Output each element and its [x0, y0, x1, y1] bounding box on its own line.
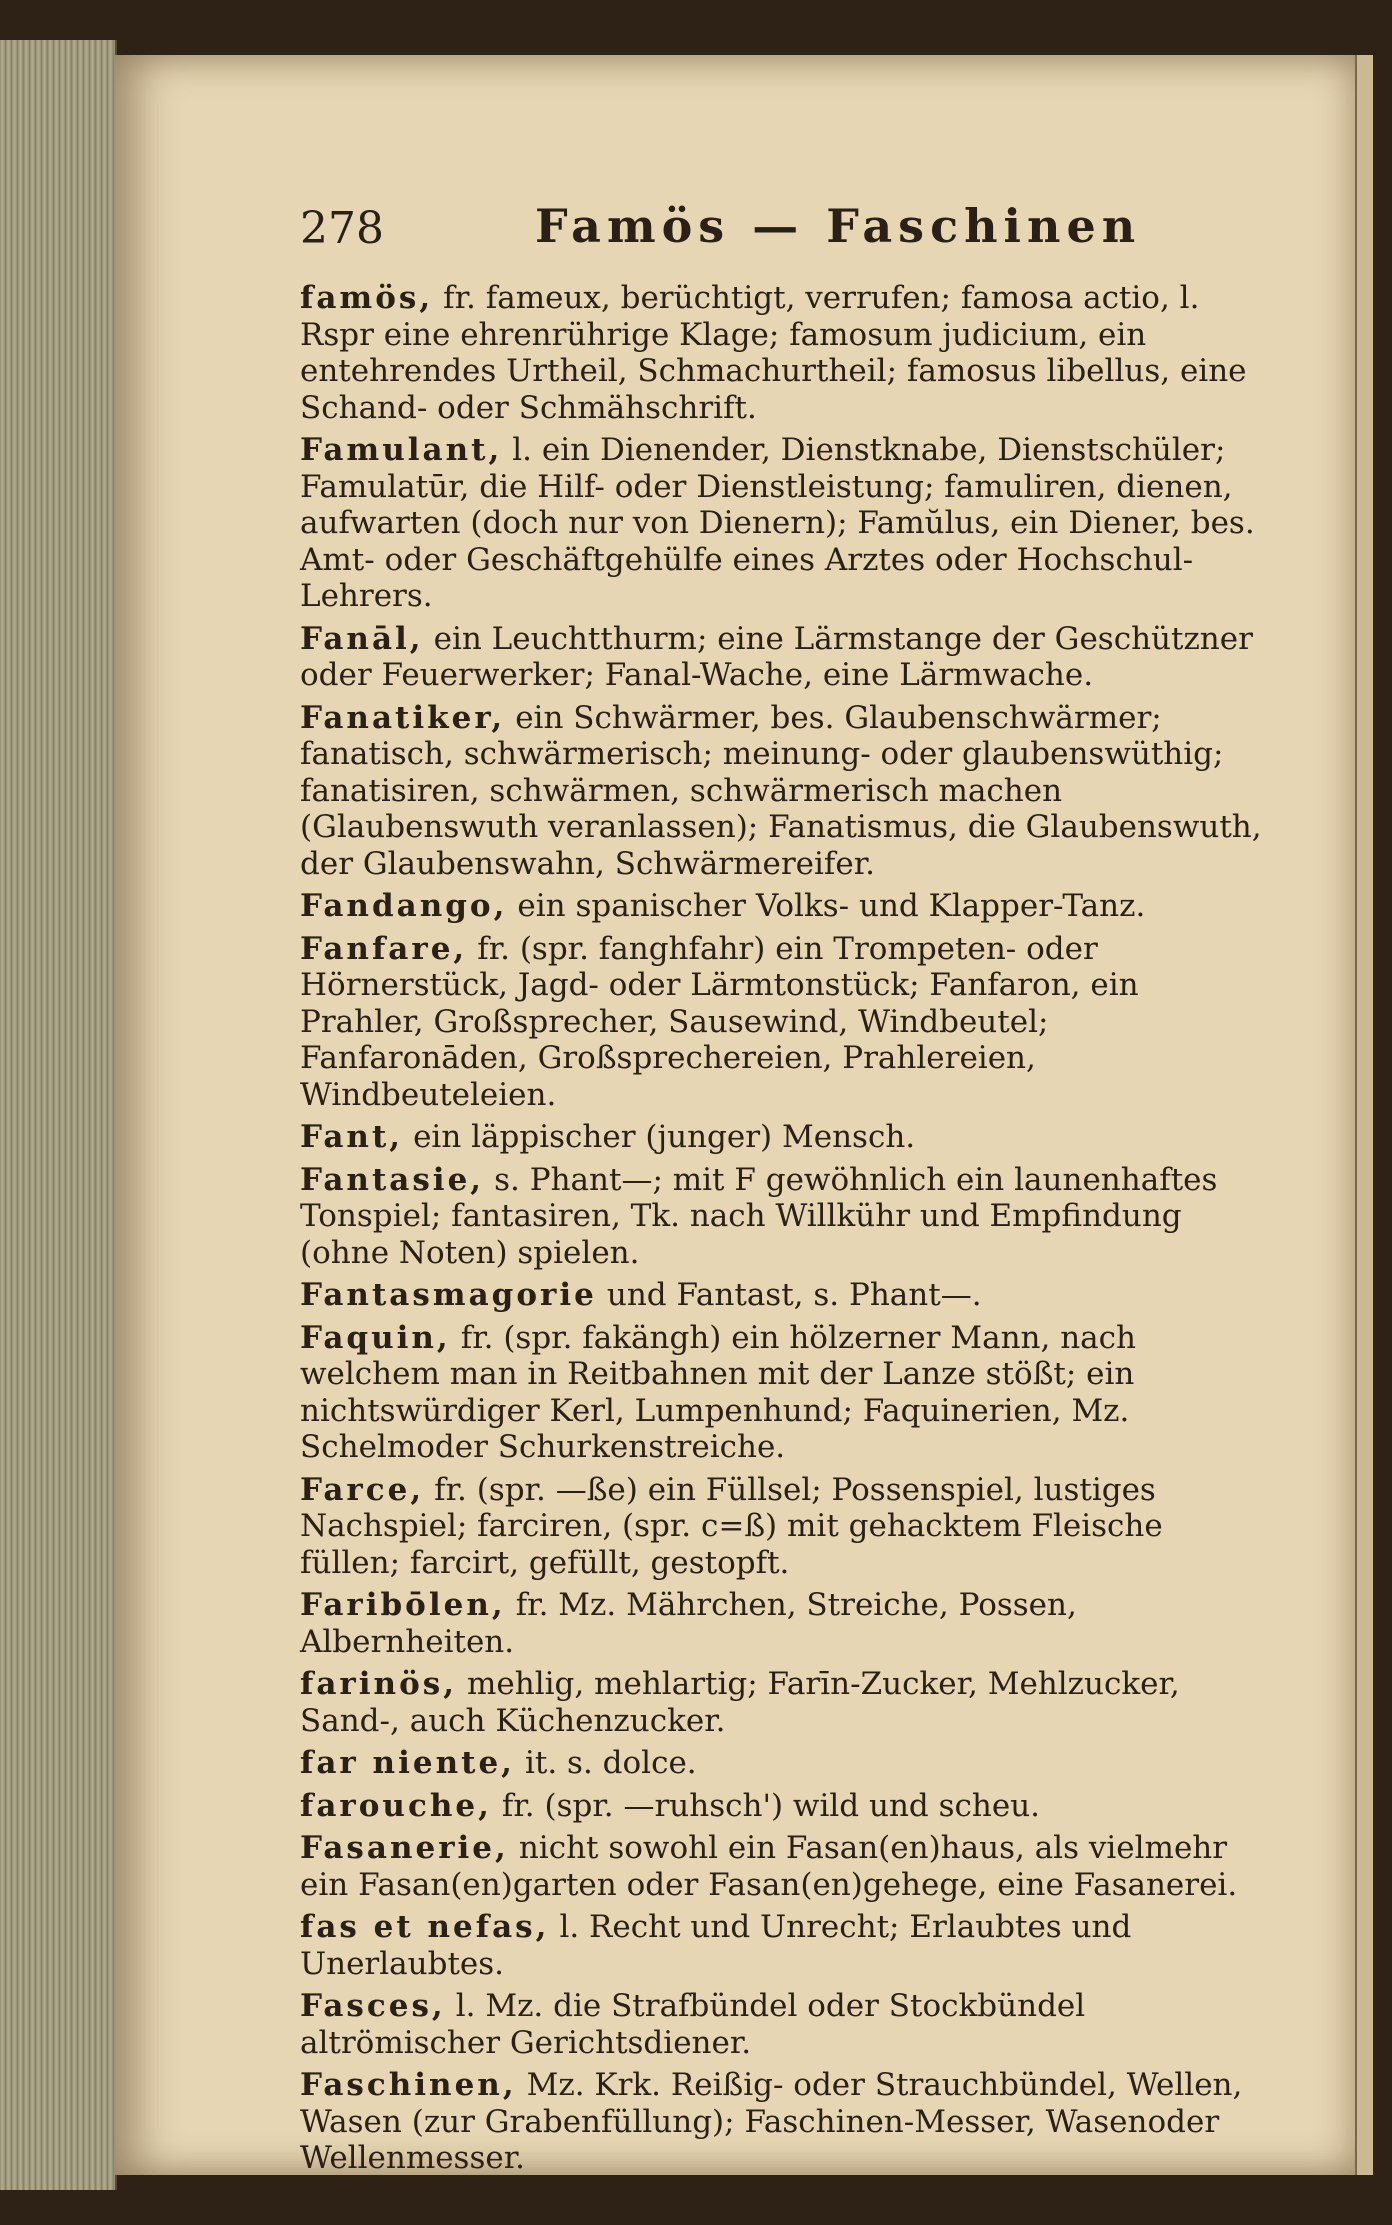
- dictionary-entry: [300, 1587, 1270, 1660]
- dictionary-entry: [300, 1745, 1270, 1782]
- entry-headword: Famulant,: [300, 432, 503, 468]
- dictionary-entry: [300, 1788, 1270, 1825]
- entry-headword: fas et nefas,: [300, 1909, 550, 1945]
- dictionary-entry: [300, 621, 1270, 694]
- dictionary-entry: [300, 1320, 1270, 1466]
- running-head: Famös — Faschinen: [535, 199, 1142, 253]
- entry-definition: mehlig, mehlartig; Farīn-Zucker, Mehlzucker, Sand-, auch Küchenzucker.: [300, 1666, 1180, 1739]
- dictionary-entry: [300, 280, 1270, 426]
- dictionary-entry: [300, 1119, 1270, 1156]
- entry-definition: s. Phant—; mit F gewöhnlich ein launenhaftes Tonspiel; fantasiren, Tk. nach Willkühr und Empfindung (ohne Noten) spielen.: [300, 1161, 1218, 1271]
- page-gutter: [1355, 55, 1373, 2175]
- entry-headword: far niente,: [300, 1745, 515, 1781]
- entry-headword: Fanatiker,: [300, 699, 506, 736]
- entry-definition: fr. (spr. —ße) ein Füllsel; Possenspiel, lustiges Nachspiel; farciren, (spr. c=ß) mit gehacktem Fleische füllen; farcirt, gefüllt, gestopft.: [300, 1471, 1163, 1581]
- entry-headword: Fanāl,: [300, 620, 424, 657]
- entry-definition: fr. fameux, berüchtigt, verrufen; famosa actio, l. Rspr eine ehrenrührige Klage; famosum judicium, ein entehrendes Urtheil, Schmachurtheil; famosus libellus, eine Schand- oder Schmähschrift.: [300, 280, 1247, 426]
- page-header: [300, 195, 1320, 255]
- entry-definition: ein spanischer Volks- und Klapper-Tanz.: [517, 888, 1146, 924]
- dictionary-entry: [300, 888, 1270, 925]
- dictionary-entry: [300, 2067, 1270, 2177]
- entry-definition: l. Mz. die Strafbündel oder Stockbündel altrömischer Gerichtsdiener.: [300, 1988, 1086, 2061]
- dictionary-entry: [300, 1472, 1270, 1582]
- dictionary-entry: [300, 1830, 1270, 1903]
- dictionary-column: [300, 280, 1270, 2183]
- entry-headword: Fasanerie,: [300, 1830, 509, 1866]
- entry-definition: fr. (spr. —ruhsch') wild und scheu.: [501, 1787, 1041, 1824]
- entry-headword: famös,: [300, 280, 434, 316]
- entry-definition: l. ein Dienender, Dienstknabe, Dienstschüler; Famulatūr, die Hilf- oder Dienstleistung; famuliren, dienen, aufwarten (doch nur von Dienern); Famŭlus, ein Diener, bes. Amt- oder Geschäftgehülfe eines Arztes oder Hochschul-Lehrers.: [300, 432, 1255, 614]
- entry-headword: farinös,: [300, 1666, 457, 1702]
- entry-definition: fr. (spr. fakängh) ein hölzerner Mann, nach welchem man in Reitbahnen mit der Lanze stößt; ein nichtswürdiger Kerl, Lumpenhund; Faquinerien, Mz. Schelmoder Schurkenstreiche.: [300, 1319, 1136, 1465]
- entry-definition: fr. Mz. Mährchen, Streiche, Possen, Albernheiten.: [300, 1587, 1077, 1660]
- entry-headword: Faribōlen,: [300, 1587, 506, 1623]
- dictionary-entry: [300, 1666, 1270, 1739]
- entry-headword: Fanfare,: [300, 930, 468, 967]
- page-edges: [0, 40, 117, 2190]
- entry-definition: ein läppischer (junger) Mensch.: [413, 1119, 916, 1155]
- entry-headword: Farce,: [300, 1471, 425, 1508]
- dictionary-entry: [300, 700, 1270, 883]
- entry-definition: l. Recht und Unrecht; Erlaubtes und Unerlaubtes.: [300, 1909, 1132, 1982]
- dictionary-entry: [300, 1988, 1270, 2061]
- dictionary-entry: [300, 931, 1270, 1114]
- entry-definition: und Fantast, s. Phant—.: [606, 1277, 982, 1313]
- entry-headword: Faschinen,: [300, 2067, 517, 2103]
- entry-definition: ein Leuchtthurm; eine Lärmstange der Geschützner oder Feuerwerker; Fanal-Wache, eine Lärmwache.: [300, 620, 1253, 693]
- entry-headword: Fandango,: [300, 888, 508, 924]
- entry-definition: nicht sowohl ein Fasan(en)haus, als vielmehr ein Fasan(en)garten oder Fasan(en)gehege, eine Fasanerei.: [300, 1830, 1238, 1903]
- entry-definition: it. s. dolce.: [524, 1745, 697, 1781]
- entry-headword: Faquin,: [300, 1319, 451, 1356]
- entry-definition: ein Schwärmer, bes. Glaubenschwärmer; fanatisch, schwärmerisch; meinung- oder glaubenswüthig; fanatisiren, schwärmen, schwärmerisch machen (Glaubenswuth veranlassen); Fanatismus, die Glaubenswuth, der Glaubenswahn, Schwärmereifer.: [300, 699, 1262, 882]
- entry-definition: Mz. Krk. Reißig- oder Strauchbündel, Wellen, Wasen (zur Grabenfüllung); Faschinen-Messer, Wasenoder Wellenmesser.: [300, 2067, 1243, 2176]
- entry-headword: Fasces,: [300, 1988, 446, 2024]
- dictionary-entry: [300, 432, 1270, 615]
- entry-headword: Fantasmagorie: [300, 1277, 597, 1313]
- dictionary-entry: [300, 1162, 1270, 1272]
- entry-definition: fr. (spr. fanghfahr) ein Trompeten- oder Hörnerstück, Jagd- oder Lärmtonstück; Fanfaron, ein Prahler, Großsprecher, Sausewind, Windbeutel; Fanfaronāden, Großsprechereien, Prahlereien, Windbeuteleien.: [300, 930, 1139, 1113]
- dictionary-entry: [300, 1909, 1270, 1982]
- entry-headword: Fant,: [300, 1119, 404, 1155]
- dictionary-entry: [300, 1277, 1270, 1314]
- page-number: 278: [300, 203, 384, 254]
- entry-headword: farouche,: [300, 1787, 492, 1824]
- entry-headword: Fantasie,: [300, 1161, 485, 1198]
